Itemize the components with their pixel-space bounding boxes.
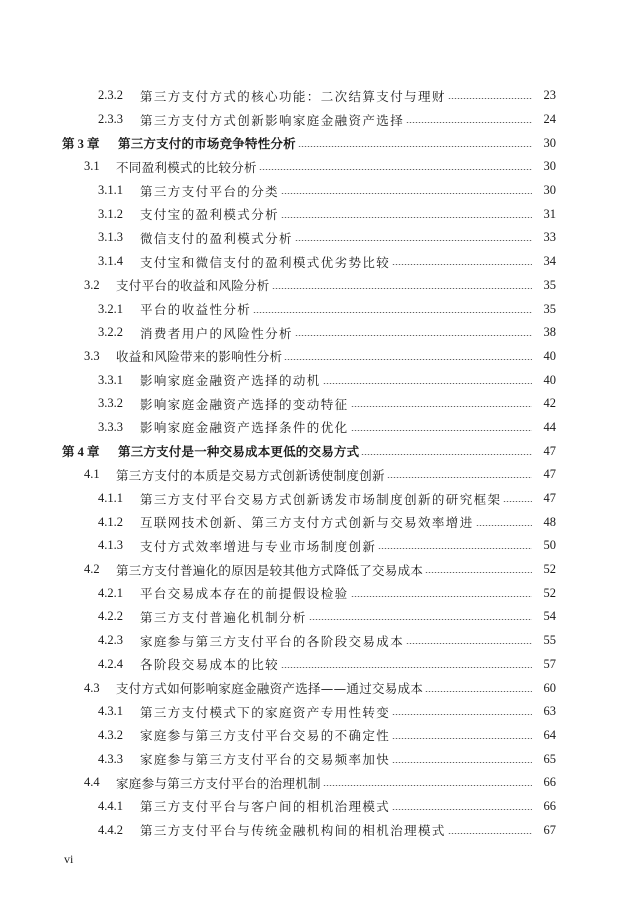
- toc-entry-number: 3.3.2: [98, 396, 123, 411]
- toc-entry-title: 消费者用户的风险性分析: [140, 325, 293, 341]
- toc-entry-text: [98, 608, 532, 626]
- toc-entry-sub[interactable]: [0, 605, 638, 629]
- dot-leader: [253, 312, 532, 313]
- toc-entry-sub[interactable]: [0, 179, 638, 203]
- toc-entry-text: [98, 490, 532, 508]
- toc-entry-number: 第 4 章: [62, 445, 100, 460]
- dot-leader: [448, 833, 532, 834]
- toc-entry-text: [98, 537, 532, 555]
- toc-entry-text: [84, 158, 532, 176]
- dot-leader: [378, 548, 532, 549]
- toc-entry-text: [84, 774, 532, 792]
- toc-entry-text: [98, 703, 532, 721]
- toc-entry-section[interactable]: [0, 274, 638, 298]
- toc-entry-title: 第三方支付普遍化机制分析: [140, 609, 307, 625]
- toc-entry-text: [98, 632, 532, 650]
- toc-entry-page-number: 52: [543, 585, 556, 600]
- dot-leader: [476, 525, 532, 526]
- toc-entry-title: 第三方支付的本质是交易方式创新诱使制度创新: [116, 467, 385, 483]
- toc-entry-number: 3.1.1: [98, 183, 123, 198]
- dot-leader: [281, 667, 532, 668]
- toc-entry-title: 第三方支付的市场竞争特性分析: [118, 136, 296, 152]
- toc-entry-title: 家庭参与第三方支付平台交易的不确定性: [140, 728, 391, 744]
- toc-entry-title: 第三方支付普遍化的原因是较其他方式降低了交易成本: [116, 562, 424, 578]
- toc-entry-title: 家庭参与第三方支付平台的治理机制: [116, 775, 321, 791]
- dot-leader: [351, 596, 532, 597]
- dot-leader: [406, 643, 532, 644]
- toc-entry-sub[interactable]: [0, 818, 638, 842]
- dot-leader: [259, 169, 532, 170]
- dot-leader: [323, 383, 532, 384]
- toc-entry-text: [98, 797, 532, 815]
- toc-entry-sub[interactable]: [0, 510, 638, 534]
- dot-leader: [284, 359, 532, 360]
- toc-entry-page-number: 35: [543, 277, 556, 292]
- dot-leader: [295, 335, 532, 336]
- toc-entry-number: 3.2.2: [98, 325, 123, 340]
- toc-entry-sub[interactable]: [0, 202, 638, 226]
- dot-leader: [392, 809, 532, 810]
- toc-entry-sub[interactable]: [0, 795, 638, 819]
- toc-entry-sub[interactable]: [0, 487, 638, 511]
- toc-entry-page-number: 60: [543, 680, 556, 695]
- dot-leader: [387, 477, 532, 478]
- toc-entry-page-number: 34: [543, 254, 556, 269]
- toc-entry-page-number: 35: [543, 301, 556, 316]
- toc-entry-page-number: 47: [543, 491, 556, 506]
- toc-entry-page-number: 23: [543, 88, 556, 103]
- toc-entry-page-number: 66: [543, 798, 556, 813]
- toc-entry-number: 2.3.3: [98, 112, 123, 127]
- toc-entry-text: [84, 347, 532, 365]
- dot-leader: [361, 454, 532, 455]
- toc-entry-title: 平台交易成本存在的前提假设检验: [140, 586, 349, 602]
- toc-entry-number: 3.2.1: [98, 301, 123, 316]
- toc-entry-text: [98, 513, 532, 531]
- toc-entry-page-number: 47: [543, 467, 556, 482]
- toc-entry-number: 4.3: [84, 680, 100, 695]
- toc-entry-title: 第三方支付模式下的家庭资产专用性转变: [140, 704, 391, 720]
- toc-entry-sub[interactable]: [0, 392, 638, 416]
- dot-leader: [351, 430, 532, 431]
- toc-entry-text: [98, 584, 532, 602]
- toc-entry-title: 支付方式如何影响家庭金融资产选择——通过交易成本: [116, 681, 424, 697]
- toc-entry-chapter[interactable]: [0, 131, 638, 155]
- dot-leader: [392, 714, 532, 715]
- toc-entry-page-number: 24: [543, 112, 556, 127]
- toc-entry-title: 家庭参与第三方支付平台的交易频率加快: [140, 752, 391, 768]
- toc-entry-text: [98, 371, 532, 389]
- toc-entry-page-number: 64: [543, 727, 556, 742]
- toc-entry-number: 4.3.3: [98, 751, 123, 766]
- toc-entry-sub[interactable]: [0, 700, 638, 724]
- toc-entry-title: 支付平台的收益和风险分析: [116, 278, 270, 294]
- toc-entry-number: 第 3 章: [62, 137, 100, 152]
- toc-entry-page-number: 47: [543, 443, 556, 458]
- toc-entry-page-number: 33: [543, 230, 556, 245]
- toc-entry-title: 第三方支付平台与客户间的相机治理模式: [140, 799, 391, 815]
- toc-entry-text: [84, 561, 532, 579]
- toc-entry-text: [98, 750, 532, 768]
- toc-entry-text: [98, 182, 532, 200]
- toc-entry-number: 4.3.1: [98, 704, 123, 719]
- toc-entry-sub[interactable]: [0, 321, 638, 345]
- toc-entry-chapter[interactable]: [0, 439, 638, 463]
- toc-entry-number: 4.4.2: [98, 822, 123, 837]
- toc-entry-page-number: 66: [543, 775, 556, 790]
- toc-entry-sub[interactable]: [0, 226, 638, 250]
- toc-entry-page-number: 30: [543, 135, 556, 150]
- toc-entry-section[interactable]: [0, 676, 638, 700]
- dot-leader: [309, 619, 532, 620]
- toc-entry-text: [98, 205, 532, 223]
- toc-entry-number: 3.1.2: [98, 206, 123, 221]
- toc-entry-title: 支付宝的盈利模式分析: [140, 207, 280, 223]
- dot-leader: [323, 785, 532, 786]
- toc-entry-page-number: 31: [543, 206, 556, 221]
- toc-entry-title: 第三方支付平台的分类: [140, 183, 280, 199]
- toc-entry-page-number: 57: [543, 656, 556, 671]
- toc-entry-page-number: 40: [543, 348, 556, 363]
- toc-entry-text: [98, 324, 532, 342]
- toc-entry-number: 4.2.4: [98, 656, 123, 671]
- toc-entry-sub[interactable]: [0, 534, 638, 558]
- toc-entry-page-number: 38: [543, 325, 556, 340]
- toc-entry-page-number: 55: [543, 633, 556, 648]
- toc-entry-title: 第三方支付方式的核心功能：二次结算支付与理财: [140, 88, 446, 104]
- toc-entry-title: 支付方式效率增进与专业市场制度创新: [140, 538, 377, 554]
- toc-entry-page-number: 40: [543, 372, 556, 387]
- toc-entry-page-number: 54: [543, 609, 556, 624]
- toc-entry-title: 影响家庭金融资产选择条件的优化: [140, 420, 349, 436]
- dot-leader: [392, 264, 532, 265]
- toc-entry-number: 4.2: [84, 562, 100, 577]
- toc-entry-number: 3.1.4: [98, 254, 123, 269]
- toc-entry-sub[interactable]: [0, 297, 638, 321]
- toc-entry-section[interactable]: [0, 771, 638, 795]
- toc-entry-number: 4.1.3: [98, 538, 123, 553]
- toc-entry-page-number: 30: [543, 183, 556, 198]
- toc-entry-title: 收益和风险带来的影响性分析: [116, 349, 283, 365]
- toc-entry-number: 4.2.3: [98, 633, 123, 648]
- dot-leader: [298, 146, 532, 147]
- toc-entry-page-number: 30: [543, 159, 556, 174]
- toc-entry-number: 4.4.1: [98, 798, 123, 813]
- toc-entry-sub[interactable]: [0, 747, 638, 771]
- toc-entry-title: 第三方支付是一种交易成本更低的交易方式: [118, 444, 360, 460]
- toc-entry-text: [98, 395, 532, 413]
- toc-entry-sub[interactable]: [0, 653, 638, 677]
- toc-entry-page-number: 50: [543, 538, 556, 553]
- toc-entry-text: [98, 253, 532, 271]
- dot-leader: [392, 762, 532, 763]
- toc-entry-sub[interactable]: [0, 250, 638, 274]
- toc-entry-sub[interactable]: [0, 108, 638, 132]
- toc-entry-page-number: 44: [543, 419, 556, 434]
- toc-entry-title: 支付宝和微信支付的盈利模式优劣势比较: [140, 254, 391, 270]
- dot-leader: [272, 288, 532, 289]
- toc-entry-text: [84, 276, 532, 294]
- toc-entry-number: 3.1: [84, 159, 100, 174]
- dot-leader: [281, 217, 532, 218]
- toc-entry-text: [98, 821, 532, 839]
- toc-entry-section[interactable]: [0, 155, 638, 179]
- toc-entry-page-number: 52: [543, 562, 556, 577]
- toc-entry-text: [98, 229, 532, 247]
- toc-entry-title: 第三方支付平台交易方式创新诱发市场制度创新的研究框架: [140, 491, 502, 507]
- dot-leader: [425, 572, 532, 573]
- toc-entry-number: 4.2.1: [98, 585, 123, 600]
- toc-entry-section[interactable]: [0, 463, 638, 487]
- toc-entry-text: [62, 442, 532, 460]
- page-folio: vi: [64, 852, 74, 866]
- toc-entry-number: 4.2.2: [98, 609, 123, 624]
- toc-entry-section[interactable]: [0, 558, 638, 582]
- toc-entry-text: [98, 655, 532, 673]
- toc-entry-sub[interactable]: [0, 724, 638, 748]
- toc-entry-title: 影响家庭金融资产选择的动机: [140, 373, 321, 389]
- toc-entry-number: 3.1.3: [98, 230, 123, 245]
- toc-entry-title: 平台的收益性分析: [140, 302, 252, 318]
- toc-entry-text: [62, 134, 532, 152]
- toc-entry-sub[interactable]: [0, 629, 638, 653]
- toc-entry-title: 不同盈利模式的比较分析: [116, 159, 257, 175]
- toc-entry-text: [98, 111, 532, 129]
- toc-entry-number: 3.3: [84, 348, 100, 363]
- toc-entry-sub[interactable]: [0, 416, 638, 440]
- toc-entry-text: [98, 87, 532, 105]
- toc-entry-title: 互联网技术创新、第三方支付方式创新与交易效率增进: [140, 515, 474, 531]
- toc-entry-text: [84, 466, 532, 484]
- toc-entry-number: 3.3.1: [98, 372, 123, 387]
- toc-entry-page-number: 63: [543, 704, 556, 719]
- toc-entry-title: 微信支付的盈利模式分析: [140, 230, 293, 246]
- toc-entry-title: 第三方支付方式创新影响家庭金融资产选择: [140, 112, 405, 128]
- toc-entry-sub[interactable]: [0, 84, 638, 108]
- dot-leader: [448, 98, 532, 99]
- toc-entry-section[interactable]: [0, 345, 638, 369]
- dot-leader: [295, 240, 532, 241]
- toc-entry-number: 4.1.2: [98, 514, 123, 529]
- toc-entry-text: [98, 300, 532, 318]
- toc-entry-text: [98, 418, 532, 436]
- toc-entry-number: 4.1.1: [98, 491, 123, 506]
- dot-leader: [503, 501, 532, 502]
- toc-entry-page-number: 42: [543, 396, 556, 411]
- toc-entry-number: 3.2: [84, 277, 100, 292]
- toc-entry-number: 4.4: [84, 775, 100, 790]
- toc-entry-title: 各阶段交易成本的比较: [140, 657, 280, 673]
- toc-entry-page-number: 67: [543, 822, 556, 837]
- toc-entry-title: 第三方支付平台与传统金融机构间的相机治理模式: [140, 823, 446, 839]
- toc-entry-title: 家庭参与第三方支付平台的各阶段交易成本: [140, 633, 405, 649]
- dot-leader: [351, 406, 532, 407]
- toc-entry-number: 2.3.2: [98, 88, 123, 103]
- dot-leader: [392, 738, 532, 739]
- toc-entry-page-number: 65: [543, 751, 556, 766]
- dot-leader: [425, 691, 532, 692]
- toc-entry-text: [84, 679, 532, 697]
- toc-entry-page-number: 48: [543, 514, 556, 529]
- dot-leader: [281, 193, 532, 194]
- toc-entry-number: 4.3.2: [98, 727, 123, 742]
- dot-leader: [406, 122, 532, 123]
- toc-entry-title: 影响家庭金融资产选择的变动特征: [140, 396, 349, 412]
- toc-entry-sub[interactable]: [0, 368, 638, 392]
- toc-entry-number: 3.3.3: [98, 419, 123, 434]
- toc-entry-number: 4.1: [84, 467, 100, 482]
- toc-entry-text: [98, 726, 532, 744]
- toc-entry-sub[interactable]: [0, 581, 638, 605]
- table-of-contents: [0, 84, 638, 842]
